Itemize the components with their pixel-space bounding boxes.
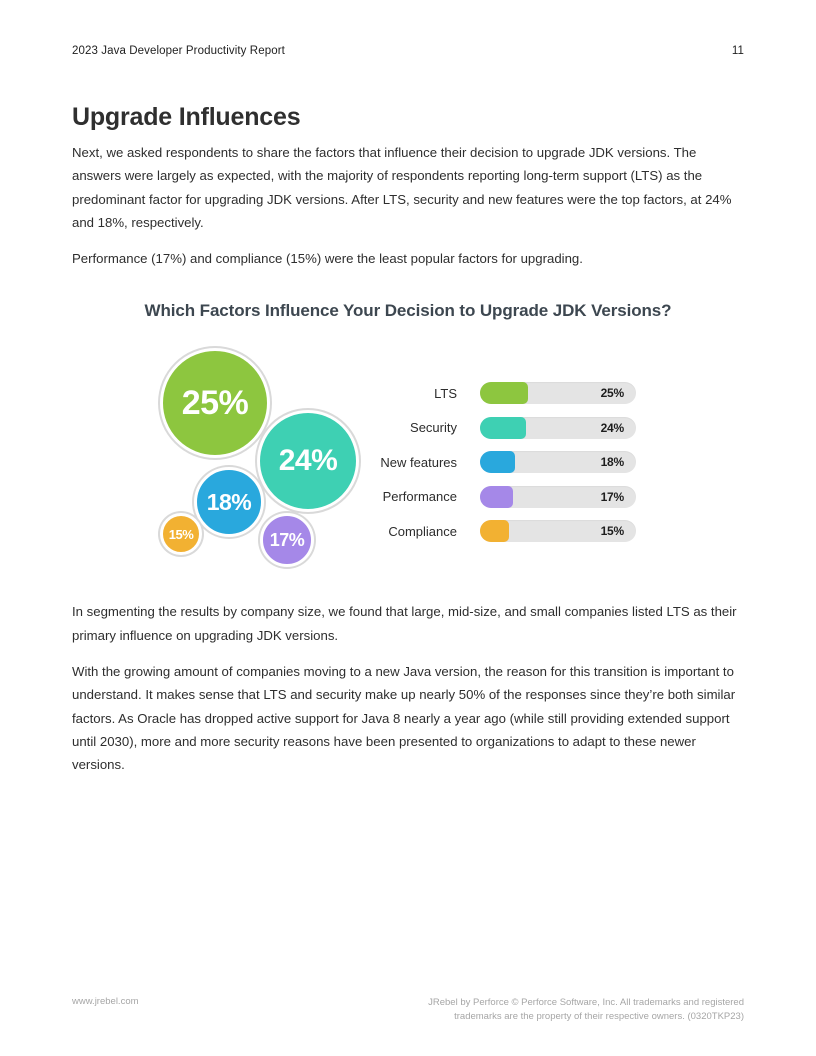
bubble-new-features: 18% [194, 467, 264, 537]
bar-track [480, 451, 636, 473]
bar-value: 25% [600, 386, 624, 401]
bar-value: 17% [600, 489, 624, 504]
report-title: 2023 Java Developer Productivity Report [72, 45, 285, 57]
bar-fill [480, 382, 528, 404]
bubble-security: 24% [257, 410, 359, 512]
bubble-lts: 25% [160, 348, 270, 458]
bar-track [480, 520, 636, 542]
page-footer [72, 996, 744, 1024]
bar-fill [480, 417, 526, 439]
bar-row-compliance [312, 520, 672, 542]
footer-legal-text [428, 996, 744, 1024]
footer-legal-line-1: JRebel by Perforce © Perforce Software, Inc. All trademarks and registered [428, 997, 744, 1008]
section-heading: Upgrade Influences [72, 103, 301, 131]
page-number: 11 [731, 45, 744, 57]
page-header [0, 0, 816, 57]
bar-track [480, 382, 636, 404]
bar-label: New features [380, 454, 457, 470]
bubble-compliance: 15% [160, 513, 202, 555]
jdk-upgrade-factors-chart [72, 335, 744, 587]
bar-chart [312, 382, 672, 555]
bar-row-new-features [312, 451, 672, 473]
bar-row-security [312, 417, 672, 439]
paragraph-4: With the growing amount of companies moving to a new Java version, the reason for this transition is important to understand. It makes sense that LTS and security make up nearly 50% of the responses since they’re both similar factors. As Oracle has dropped active support for Java 8 nearly a year ago (while still providing extended support until 2030), more and more security reasons have been presented to organizations to adapt to these newer versions. [72, 664, 736, 773]
footer-legal-line-2: trademarks are the property of their respective owners. (0320TKP23) [454, 1011, 744, 1022]
bar-value: 24% [600, 420, 624, 435]
bar-track [480, 486, 636, 508]
bar-value: 15% [600, 524, 624, 539]
bar-fill [480, 451, 515, 473]
paragraph-1: Next, we asked respondents to share the factors that influence their decision to upgrade JDK versions. The answers were largely as expected, with the majority of respondents reporting long-term support (LTS) as the predominant factor for upgrading JDK versions. After LTS, security and new features were the top factors, at 24% and 18%, respectively. [72, 145, 732, 230]
bar-label: Security [410, 420, 457, 436]
bubble-performance: 17% [260, 513, 314, 567]
bar-fill [480, 486, 513, 508]
paragraph-3: In segmenting the results by company size, we found that large, mid-size, and small companies listed LTS as their primary influence on upgrading JDK versions. [72, 604, 737, 643]
footer-website-link[interactable]: www.jrebel.com [72, 996, 139, 1007]
bar-row-lts [312, 382, 672, 404]
paragraph-2: Performance (17%) and compliance (15%) were the least popular factors for upgrading. [72, 251, 583, 267]
bar-label: LTS [434, 385, 457, 401]
bar-track [480, 417, 636, 439]
bar-label: Performance [382, 489, 457, 505]
chart-title: Which Factors Influence Your Decision to Upgrade JDK Versions? [144, 301, 672, 321]
bar-row-performance [312, 486, 672, 508]
bar-fill [480, 520, 509, 542]
bar-value: 18% [600, 455, 624, 470]
bar-label: Compliance [388, 523, 457, 539]
